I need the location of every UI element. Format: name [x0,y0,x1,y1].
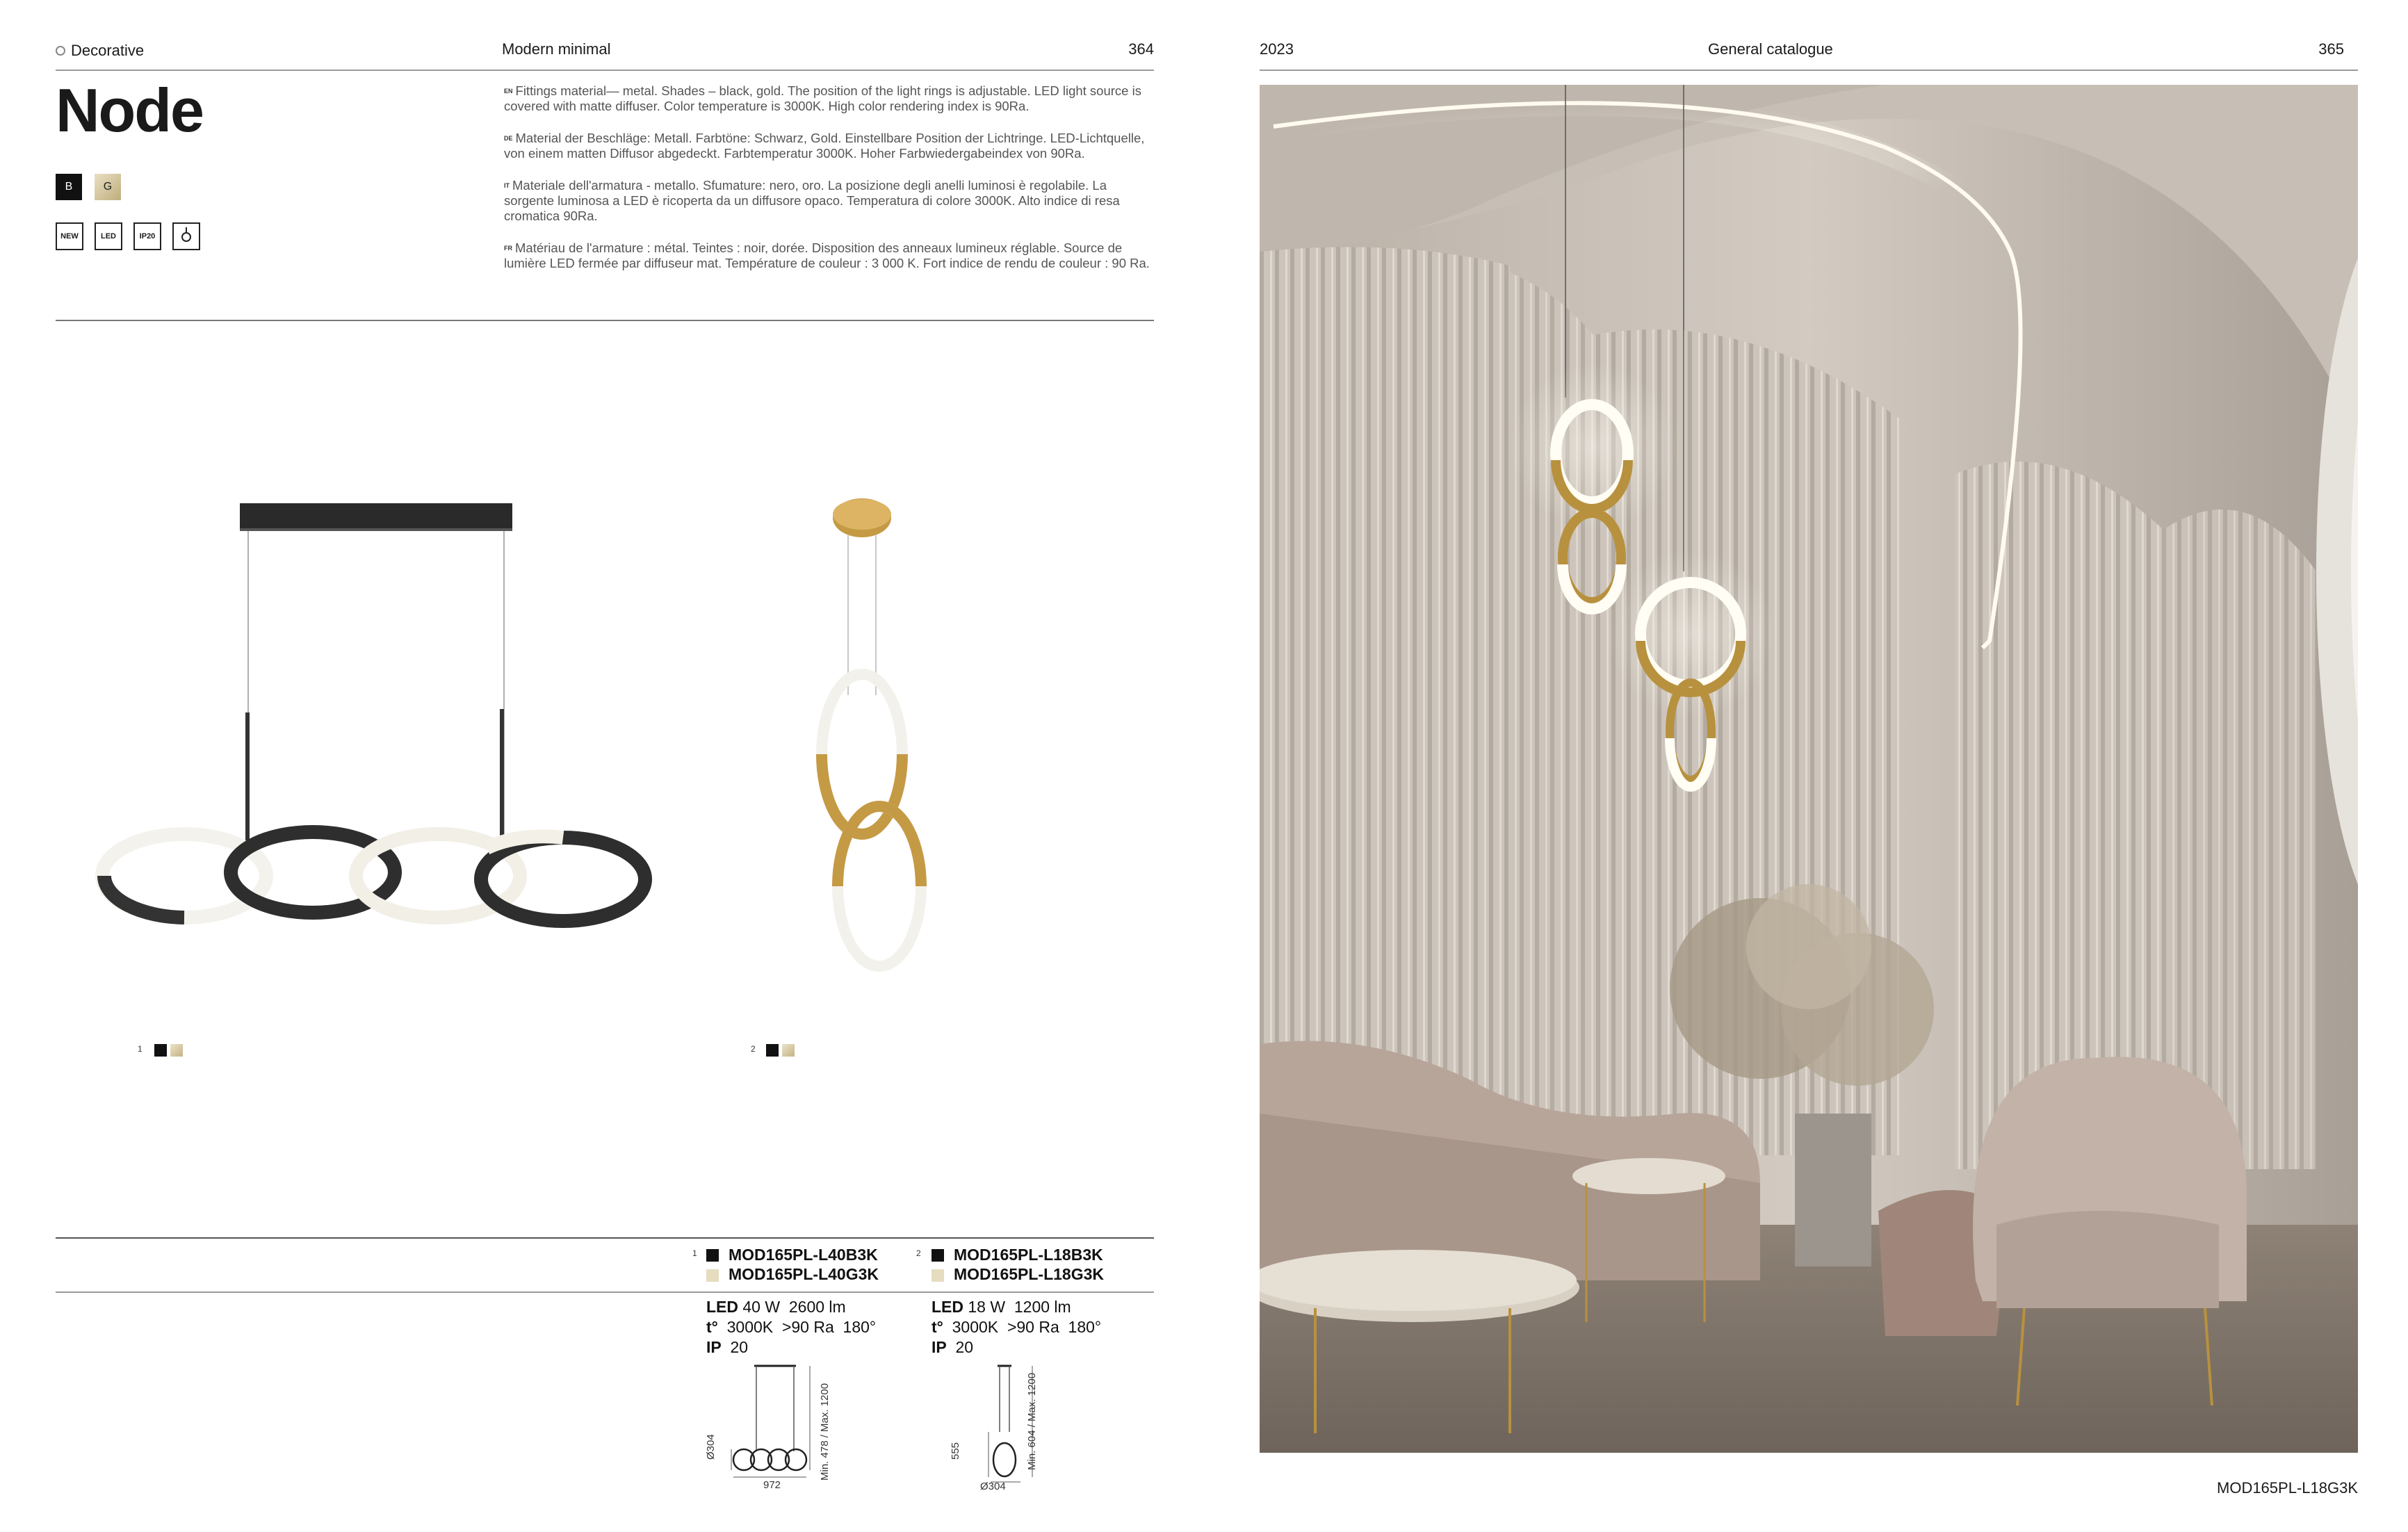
right-page-number: 365 [2318,40,2344,58]
dimension-drawing-2 [966,1362,1064,1491]
product-2-black-swatch [932,1249,944,1262]
description-en: $^{EN}$ Fittings material— metal. Shades – black, gold. The position of the light rings is adjustable. LED light source is covered with matte diffuser. Color temperature is 3000K. High color rendering index is 90Ra. [504,83,1141,113]
right-page [1204,0,2408,1532]
interior-photo [1260,85,2358,1453]
product-1-gold-swatch [706,1269,719,1282]
product-2-code-gold: MOD165PL-L18G3K [954,1265,1105,1283]
product-2-ip-row: IP 20 [932,1338,974,1356]
product-image-linear-pendant [90,487,660,945]
dim-2-height: Min. 604 / Max. 1200 [1026,1372,1038,1470]
section-text: Decorative [71,42,145,59]
dim-1-diameter: Ø304 [705,1434,717,1460]
image-index-2: 2 [751,1044,756,1054]
catalogue-year: 2023 [1260,40,1294,58]
photo-caption: MOD165PL-L18G3K [2217,1479,2358,1497]
dim-1-width: 972 [763,1479,781,1491]
color-swatch-gold: G [95,174,121,200]
color-swatch-black: B [56,174,82,200]
product-image-small-pendant [786,487,952,1029]
swatch-black-1 [154,1044,167,1057]
description-fr: $^{FR}$ Matériau de l'armature : métal. Teintes : noir, dorée. Disposition des anneaux lumineux réglable. Source de lumière LED fermée par diffuseur mat. Température de couleur : 3 000 K. Fort indice de rendu de couleur : 90 Ra. [504,241,1150,270]
pendant-mount-icon [172,222,200,250]
description-it: $^{IT}$ Materiale dell'armatura - metallo. Sfumature: nero, oro. La posizione degli anelli luminosi è regolabile. La sorgente luminosa a LED è ricoperta da un diffusore opaco. Temperatura di colore 3000K. Alto indice di resa cromatica 90Ra. [504,178,1120,223]
collection-label: Modern minimal [502,40,611,58]
right-header-rule [1260,70,2358,71]
descriptions [504,83,1154,288]
product-2-temp-row: t° 3000K >90 Ra 180° [932,1318,1102,1336]
product-1-ip-row: IP 20 [706,1338,749,1356]
swatch-gold-2 [782,1044,795,1057]
new-badge: NEW [56,222,83,250]
swatch-black-2 [766,1044,779,1057]
product-title: Node [56,76,203,145]
swatch-gold-1 [170,1044,183,1057]
header-rule [56,70,1154,71]
page-number: 364 [1128,40,1154,58]
description-rule [56,320,1154,321]
ip-badge: IP20 [133,222,161,250]
catalogue-title: General catalogue [1708,40,1833,58]
product-2-index: 2 [916,1248,921,1258]
image-index-1: 1 [138,1044,143,1054]
product-1-black-swatch [706,1249,719,1262]
spec-mid-rule [56,1291,1154,1293]
dim-2-diameter: Ø304 [980,1481,1006,1492]
product-1-led-row: LED 40 W 2600 lm [706,1298,846,1316]
section-label [56,42,144,60]
product-2-specs [932,1297,1101,1358]
product-1-specs [706,1297,876,1358]
led-badge: LED [95,222,122,250]
product-1-index: 1 [692,1248,697,1258]
product-1-code-black: MOD165PL-L40B3K [729,1246,878,1264]
circle-icon [56,46,65,56]
spec-top-rule [56,1237,1154,1239]
description-de: $^{DE}$ Material der Beschläge: Metall. Farbtöne: Schwarz, Gold. Einstellbare Position der Lichtringe. LED-Lichtquelle, von einem matten Diffusor abgedeckt. Farbtemperatur 3000K. Hoher Farbwiedergabeindex von 90Ra. [504,131,1145,161]
product-1-code-gold: MOD165PL-L40G3K [729,1265,879,1283]
product-2-led-row: LED 18 W 1200 lm [932,1298,1071,1316]
dim-2-body-height: 555 [950,1442,961,1460]
product-1-temp-row: t° 3000K >90 Ra 180° [706,1318,877,1336]
dim-1-height: Min. 478 / Max. 1200 [819,1383,831,1481]
product-2-gold-swatch [932,1269,944,1282]
dimension-drawing-1 [716,1362,855,1491]
product-2-code-black: MOD165PL-L18B3K [954,1246,1103,1264]
